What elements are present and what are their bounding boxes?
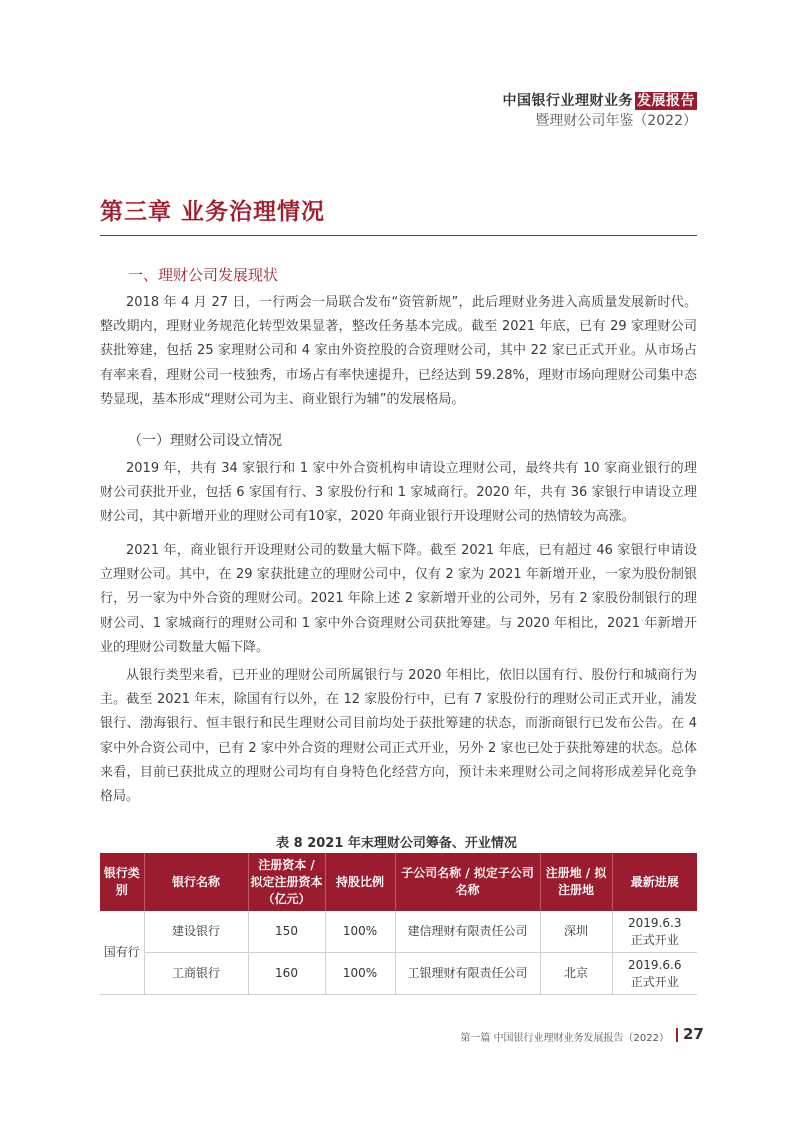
- cell-capital: 160: [248, 953, 325, 995]
- cell-subsidiary: 工银理财有限责任公司: [395, 953, 540, 995]
- header-title-highlight: 发展报告: [637, 93, 695, 109]
- section-paragraph: 2018 年 4 月 27 日，一行两会一局联合发布“资管新规”，此后理财业务进入高质量发展新时代。整改期内，理财业务规范化转型效果显著，整改任务基本完成。截至 2021 年底，已有 29 家理财公司获批筹建，包括 25 家理财公司和 4 家由外资控股的合资理财公司，其中 22 家已正式开业。从市场占有率来看，理财公司一枝独秀，市场占有率快速提升，已经达到 59.28%，理财市场向理财公司集中态势显现，基本形成“理财公司为主、商业银行为辅”的发展格局。: [100, 295, 697, 407]
- table-caption: 表 8 2021 年末理财公司筹备、开业情况: [276, 836, 517, 851]
- chapter-title: 第三章 业务治理情况: [100, 199, 326, 225]
- progress-status: 正式开业: [630, 932, 679, 947]
- header-title-prefix: 中国银行业理财业务: [502, 93, 633, 109]
- cell-progress: [612, 911, 697, 953]
- table-row: [100, 953, 697, 995]
- header-bank-type: 银行类别: [100, 853, 144, 911]
- cell-bank-name: 建设银行: [144, 911, 248, 953]
- subsection-title: （一）理财公司设立情况: [128, 433, 282, 449]
- company-table: [100, 853, 697, 995]
- header-share: 持股比例: [325, 853, 395, 911]
- header-location: 注册地 / 拟注册地: [540, 853, 612, 911]
- subsection-paragraph-2: 2021 年，商业银行开设理财公司的数量大幅下降。截至 2021 年底，已有超过 46 家银行申请设立理财公司。其中，在 29 家获批建立的理财公司中，仅有 2 家为 2021 年新增开业，一家为股份制银行，另一家为中外合资的理财公司。2021 年除上述 2 家新增开业的公司外，另有 2 家股份制银行的理财公司、1 家城商行的理财公司和 1 家中外合资理财公司获批筹建。与 2020 年相比，2021 年新增开业的理财公司数量大幅下降。: [100, 543, 697, 655]
- section-title: 一、理财公司发展现状: [128, 266, 279, 284]
- cell-share: 100%: [325, 911, 395, 953]
- cell-bank-name: 工商银行: [144, 953, 248, 995]
- cell-capital: 150: [248, 911, 325, 953]
- cell-location: 北京: [540, 953, 612, 995]
- footer-divider: [676, 1028, 678, 1042]
- table-header-row: [100, 853, 697, 911]
- footer-text: 第一篇 中国银行业理财业务发展报告（2022）: [460, 1033, 669, 1044]
- progress-status: 正式开业: [630, 974, 679, 989]
- running-header-subtitle: 暨理财公司年鉴（2022）: [535, 113, 697, 129]
- progress-date: 2019.6.6: [628, 957, 682, 972]
- subsection-paragraph-1: 2019 年，共有 34 家银行和 1 家中外合资机构申请设立理财公司，最终共有 10 家商业银行的理财公司获批开业，包括 6 家国有行、3 家股份行和 1 家城商行。2020 年，共有 36 家银行申请设立理财公司，其中新增开业的理财公司有10家，2020 年商业银行开设理财公司的热情较为高涨。: [100, 461, 697, 525]
- header-progress: 最新进展: [612, 853, 697, 911]
- progress-date: 2019.6.3: [628, 915, 682, 930]
- subsection-paragraph-3: 从银行类型来看，已开业的理财公司所属银行与 2020 年相比，依旧以国有行、股份行和城商行为主。截至 2021 年末，除国有行以外，在 12 家股份行中，已有 7 家股份行的理财公司正式开业，浦发银行、渤海银行、恒丰银行和民生理财公司目前均处于获批筹建的状态，而浙商银行已发布公告。在 4 家中外合资公司中，已有 2 家中外合资的理财公司正式开业，另外 2 家也已处于获批筹建的状态。总体来看，目前已获批成立的理财公司均有自身特色化经营方向，预计未来理财公司之间将形成差异化竞争格局。: [100, 668, 697, 805]
- group-label-cell: 国有行: [100, 911, 144, 995]
- cell-location: 深圳: [540, 911, 612, 953]
- cell-progress: [612, 953, 697, 995]
- chapter-divider: [100, 235, 697, 236]
- header-subsidiary: 子公司名称 / 拟定子公司名称: [395, 853, 540, 911]
- cell-share: 100%: [325, 953, 395, 995]
- table-row: [100, 911, 697, 953]
- cell-subsidiary: 建信理财有限责任公司: [395, 911, 540, 953]
- header-capital: 注册资本 / 拟定注册资本（亿元）: [248, 853, 325, 911]
- header-bank-name: 银行名称: [144, 853, 248, 911]
- page-number: 27: [683, 1025, 704, 1043]
- running-header-title: [503, 90, 698, 110]
